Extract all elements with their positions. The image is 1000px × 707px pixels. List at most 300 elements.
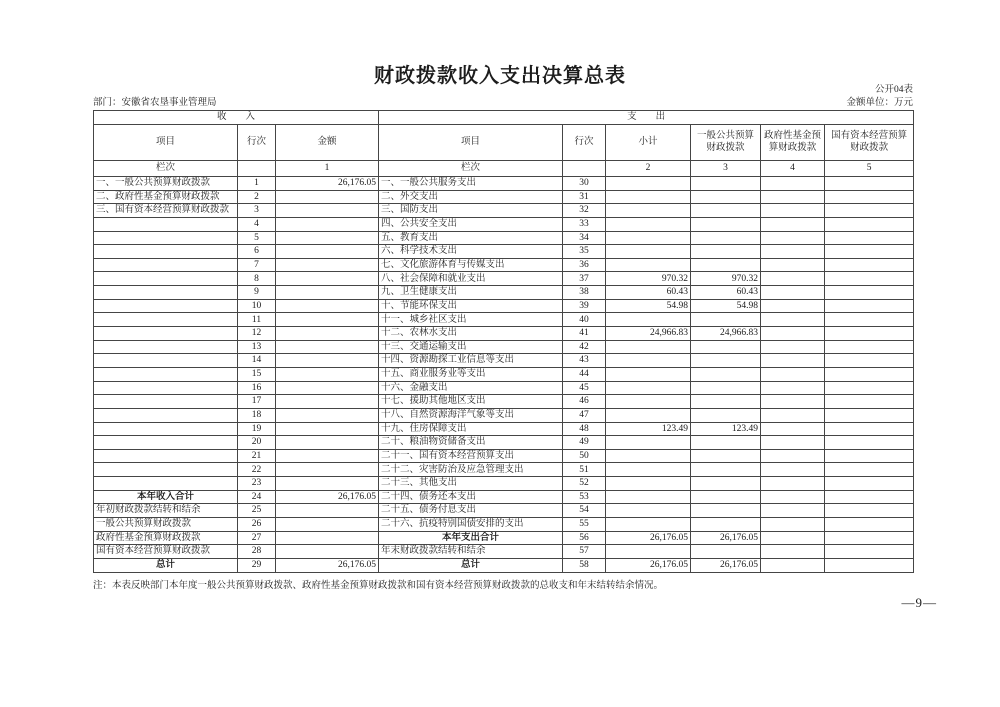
page-number: —9— [901, 595, 937, 610]
expense-state-capital [825, 299, 914, 313]
table-row [94, 340, 914, 354]
expense-general-budget [691, 381, 761, 395]
expense-item: 十三、交通运输支出 [379, 340, 563, 354]
expense-state-capital [825, 395, 914, 409]
expense-item: 十四、资源勘探工业信息等支出 [379, 354, 563, 368]
expense-gov-fund [761, 381, 825, 395]
expense-line: 57 [563, 545, 606, 559]
column-header-row [94, 125, 914, 161]
expense-subtotal: 26,176.05 [606, 531, 691, 545]
expense-item: 二十五、债务付息支出 [379, 504, 563, 518]
expense-general-budget: 54.98 [691, 299, 761, 313]
income-line: 3 [238, 204, 276, 218]
expense-state-capital [825, 231, 914, 245]
income-amount [276, 408, 379, 422]
table-row [94, 367, 914, 381]
expense-state-capital [825, 367, 914, 381]
expense-general-budget: 24,966.83 [691, 327, 761, 341]
income-item: 三、国有资本经营预算财政拨款 [94, 204, 238, 218]
column-header-1: 项目 [94, 125, 238, 161]
column-header-7: 一般公共预算财政拨款 [691, 125, 761, 161]
expense-line: 34 [563, 231, 606, 245]
income-item [94, 436, 238, 450]
expense-item: 六、科学技术支出 [379, 245, 563, 259]
expense-gov-fund [761, 449, 825, 463]
expense-gov-fund [761, 504, 825, 518]
expense-general-budget: 123.49 [691, 422, 761, 436]
expense-subtotal [606, 340, 691, 354]
income-item [94, 367, 238, 381]
expense-state-capital [825, 463, 914, 477]
expense-item: 十九、住房保障支出 [379, 422, 563, 436]
table-row [94, 408, 914, 422]
expense-line: 47 [563, 408, 606, 422]
income-amount [276, 504, 379, 518]
income-item: 二、政府性基金预算财政拨款 [94, 190, 238, 204]
table-row [94, 463, 914, 477]
expense-item: 二、外交支出 [379, 190, 563, 204]
expense-state-capital [825, 558, 914, 572]
expense-subtotal [606, 518, 691, 532]
income-item: 一般公共预算财政拨款 [94, 518, 238, 532]
expense-line: 56 [563, 531, 606, 545]
expense-subtotal [606, 367, 691, 381]
expense-state-capital [825, 217, 914, 231]
income-line: 15 [238, 367, 276, 381]
expense-general-budget [691, 463, 761, 477]
expense-subtotal [606, 381, 691, 395]
expense-general-budget [691, 367, 761, 381]
income-line: 7 [238, 258, 276, 272]
expense-general-budget [691, 340, 761, 354]
column-index-2 [238, 161, 276, 177]
expense-state-capital [825, 408, 914, 422]
expense-state-capital [825, 545, 914, 559]
income-line: 16 [238, 381, 276, 395]
expense-subtotal: 54.98 [606, 299, 691, 313]
expense-line: 45 [563, 381, 606, 395]
expense-item: 九、卫生健康支出 [379, 286, 563, 300]
table-row [94, 217, 914, 231]
footnote: 注：本表反映部门本年度一般公共预算财政拨款、政府性基金预算财政拨款和国有资本经营预算财政拨款的总收支和年末结转结余情况。 [93, 581, 664, 591]
expense-gov-fund [761, 299, 825, 313]
expense-subtotal [606, 449, 691, 463]
expense-item: 总计 [379, 558, 563, 572]
income-line: 19 [238, 422, 276, 436]
income-line: 17 [238, 395, 276, 409]
expense-subtotal: 123.49 [606, 422, 691, 436]
income-amount [276, 422, 379, 436]
unit-label: 金额单位：万元 [846, 98, 913, 108]
income-amount [276, 272, 379, 286]
summary-table [93, 110, 914, 573]
expense-general-budget [691, 477, 761, 491]
expense-gov-fund [761, 327, 825, 341]
column-header-8: 政府性基金预算财政拨款 [761, 125, 825, 161]
expense-subtotal [606, 545, 691, 559]
expense-item: 一、一般公共服务支出 [379, 177, 563, 191]
table-row [94, 245, 914, 259]
expense-subtotal [606, 190, 691, 204]
income-item [94, 340, 238, 354]
expense-subtotal [606, 258, 691, 272]
expense-gov-fund [761, 272, 825, 286]
expense-subtotal [606, 436, 691, 450]
expense-state-capital [825, 190, 914, 204]
expense-item: 二十三、其他支出 [379, 477, 563, 491]
column-index-4: 栏次 [379, 161, 563, 177]
income-amount [276, 299, 379, 313]
income-item [94, 449, 238, 463]
expense-state-capital [825, 177, 914, 191]
expense-gov-fund [761, 217, 825, 231]
expense-item: 十、节能环保支出 [379, 299, 563, 313]
income-item [94, 477, 238, 491]
income-amount [276, 340, 379, 354]
expense-subtotal [606, 463, 691, 477]
expense-line: 44 [563, 367, 606, 381]
expense-general-budget [691, 436, 761, 450]
expense-line: 43 [563, 354, 606, 368]
expense-item: 二十四、债务还本支出 [379, 490, 563, 504]
expense-line: 40 [563, 313, 606, 327]
expense-state-capital [825, 531, 914, 545]
income-amount: 26,176.05 [276, 558, 379, 572]
expense-item: 十二、农林水支出 [379, 327, 563, 341]
expense-general-budget [691, 449, 761, 463]
expense-line: 37 [563, 272, 606, 286]
income-amount [276, 531, 379, 545]
table-row [94, 313, 914, 327]
column-header-2: 行次 [238, 125, 276, 161]
income-section-label: 收 入 [94, 111, 379, 125]
column-header-9: 国有资本经营预算财政拨款 [825, 125, 914, 161]
expense-line: 42 [563, 340, 606, 354]
table-row [94, 258, 914, 272]
income-item [94, 245, 238, 259]
table-row [94, 299, 914, 313]
income-line: 28 [238, 545, 276, 559]
expense-general-budget [691, 204, 761, 218]
table-row [94, 558, 914, 572]
expense-general-budget [691, 545, 761, 559]
expense-item: 七、文化旅游体育与传媒支出 [379, 258, 563, 272]
expense-state-capital [825, 258, 914, 272]
expense-gov-fund [761, 354, 825, 368]
table-row [94, 190, 914, 204]
income-item [94, 217, 238, 231]
expense-general-budget: 26,176.05 [691, 558, 761, 572]
income-amount [276, 395, 379, 409]
column-index-6: 2 [606, 161, 691, 177]
column-index-1: 栏次 [94, 161, 238, 177]
expense-state-capital [825, 504, 914, 518]
income-item [94, 272, 238, 286]
expense-line: 35 [563, 245, 606, 259]
income-item: 国有资本经营预算财政拨款 [94, 545, 238, 559]
income-line: 4 [238, 217, 276, 231]
expense-gov-fund [761, 367, 825, 381]
expense-line: 33 [563, 217, 606, 231]
income-line: 11 [238, 313, 276, 327]
income-amount [276, 204, 379, 218]
expense-line: 30 [563, 177, 606, 191]
income-amount: 26,176.05 [276, 177, 379, 191]
expense-general-budget [691, 217, 761, 231]
income-line: 5 [238, 231, 276, 245]
expense-gov-fund [761, 408, 825, 422]
income-amount [276, 463, 379, 477]
expense-subtotal [606, 408, 691, 422]
table-row [94, 395, 914, 409]
income-line: 27 [238, 531, 276, 545]
expense-line: 50 [563, 449, 606, 463]
income-line: 29 [238, 558, 276, 572]
income-line: 21 [238, 449, 276, 463]
expense-general-budget [691, 190, 761, 204]
income-amount [276, 245, 379, 259]
expense-item: 二十六、抗疫特别国债安排的支出 [379, 518, 563, 532]
expense-gov-fund [761, 286, 825, 300]
income-item [94, 408, 238, 422]
expense-state-capital [825, 381, 914, 395]
expense-state-capital [825, 313, 914, 327]
income-item [94, 381, 238, 395]
column-header-6: 小计 [606, 125, 691, 161]
income-amount [276, 190, 379, 204]
expense-general-budget [691, 245, 761, 259]
expense-subtotal: 26,176.05 [606, 558, 691, 572]
income-item: 一、一般公共预算财政拨款 [94, 177, 238, 191]
column-header-3: 金额 [276, 125, 379, 161]
income-amount [276, 449, 379, 463]
expense-gov-fund [761, 231, 825, 245]
income-line: 12 [238, 327, 276, 341]
expense-line: 48 [563, 422, 606, 436]
expense-state-capital [825, 245, 914, 259]
expense-state-capital [825, 477, 914, 491]
expense-gov-fund [761, 436, 825, 450]
income-item: 年初财政拨款结转和结余 [94, 504, 238, 518]
income-item [94, 463, 238, 477]
income-amount [276, 381, 379, 395]
income-line: 14 [238, 354, 276, 368]
income-line: 9 [238, 286, 276, 300]
income-amount [276, 231, 379, 245]
expense-state-capital [825, 354, 914, 368]
expense-line: 49 [563, 436, 606, 450]
table-row [94, 449, 914, 463]
expense-gov-fund [761, 558, 825, 572]
income-item [94, 354, 238, 368]
table-row [94, 477, 914, 491]
table-row [94, 504, 914, 518]
expense-gov-fund [761, 531, 825, 545]
expense-state-capital [825, 436, 914, 450]
expense-item: 年末财政拨款结转和结余 [379, 545, 563, 559]
table-row [94, 286, 914, 300]
column-index-5 [563, 161, 606, 177]
income-item [94, 231, 238, 245]
income-amount [276, 258, 379, 272]
expense-general-budget [691, 313, 761, 327]
income-amount [276, 518, 379, 532]
expense-general-budget [691, 504, 761, 518]
expense-general-budget [691, 177, 761, 191]
income-item [94, 422, 238, 436]
expense-gov-fund [761, 245, 825, 259]
expense-item: 二十、粮油物资储备支出 [379, 436, 563, 450]
expense-subtotal: 60.43 [606, 286, 691, 300]
expense-subtotal: 970.32 [606, 272, 691, 286]
expense-subtotal [606, 504, 691, 518]
column-index-9: 5 [825, 161, 914, 177]
expense-line: 55 [563, 518, 606, 532]
income-item [94, 313, 238, 327]
expense-subtotal [606, 204, 691, 218]
income-line: 6 [238, 245, 276, 259]
expense-item: 四、公共安全支出 [379, 217, 563, 231]
table-row [94, 327, 914, 341]
expense-state-capital [825, 490, 914, 504]
income-item: 本年收入合计 [94, 490, 238, 504]
expense-state-capital [825, 204, 914, 218]
income-amount [276, 217, 379, 231]
expense-line: 39 [563, 299, 606, 313]
expense-subtotal [606, 477, 691, 491]
income-line: 18 [238, 408, 276, 422]
income-line: 2 [238, 190, 276, 204]
expense-item: 十七、援助其他地区支出 [379, 395, 563, 409]
expense-gov-fund [761, 258, 825, 272]
table-row [94, 545, 914, 559]
table-code-label: 公开04表 [874, 85, 913, 95]
department-label: 部门：安徽省农垦事业管理局 [93, 98, 217, 108]
expense-line: 46 [563, 395, 606, 409]
expense-gov-fund [761, 177, 825, 191]
table-row [94, 381, 914, 395]
income-item [94, 299, 238, 313]
income-item [94, 327, 238, 341]
income-item [94, 258, 238, 272]
expense-subtotal [606, 395, 691, 409]
income-item [94, 395, 238, 409]
expense-line: 53 [563, 490, 606, 504]
expense-line: 52 [563, 477, 606, 491]
income-line: 10 [238, 299, 276, 313]
income-line: 13 [238, 340, 276, 354]
expense-gov-fund [761, 340, 825, 354]
income-amount [276, 354, 379, 368]
expense-state-capital [825, 518, 914, 532]
table-row [94, 354, 914, 368]
expense-gov-fund [761, 463, 825, 477]
expense-state-capital [825, 422, 914, 436]
expense-gov-fund [761, 313, 825, 327]
expense-gov-fund [761, 395, 825, 409]
expense-line: 38 [563, 286, 606, 300]
expense-state-capital [825, 286, 914, 300]
income-amount [276, 436, 379, 450]
expense-subtotal [606, 313, 691, 327]
expense-general-budget: 60.43 [691, 286, 761, 300]
expense-subtotal [606, 354, 691, 368]
expense-line: 51 [563, 463, 606, 477]
expense-line: 36 [563, 258, 606, 272]
expense-subtotal [606, 490, 691, 504]
table-row [94, 518, 914, 532]
expense-gov-fund [761, 477, 825, 491]
expense-line: 31 [563, 190, 606, 204]
table-row [94, 204, 914, 218]
income-line: 8 [238, 272, 276, 286]
expense-item: 二十二、灾害防治及应急管理支出 [379, 463, 563, 477]
expense-subtotal [606, 231, 691, 245]
expense-general-budget [691, 354, 761, 368]
income-line: 22 [238, 463, 276, 477]
column-index-3: 1 [276, 161, 379, 177]
expense-subtotal: 24,966.83 [606, 327, 691, 341]
expense-gov-fund [761, 518, 825, 532]
table-row [94, 531, 914, 545]
expense-general-budget [691, 518, 761, 532]
expense-line: 32 [563, 204, 606, 218]
income-line: 24 [238, 490, 276, 504]
expense-general-budget: 26,176.05 [691, 531, 761, 545]
income-line: 1 [238, 177, 276, 191]
expense-item: 十六、金融支出 [379, 381, 563, 395]
table-row [94, 422, 914, 436]
expense-line: 58 [563, 558, 606, 572]
expense-line: 54 [563, 504, 606, 518]
income-line: 23 [238, 477, 276, 491]
expense-state-capital [825, 340, 914, 354]
expense-subtotal [606, 245, 691, 259]
column-index-7: 3 [691, 161, 761, 177]
expense-gov-fund [761, 490, 825, 504]
expense-item: 十一、城乡社区支出 [379, 313, 563, 327]
expense-item: 十八、自然资源海洋气象等支出 [379, 408, 563, 422]
expense-item: 十五、商业服务业等支出 [379, 367, 563, 381]
income-line: 26 [238, 518, 276, 532]
income-amount [276, 367, 379, 381]
income-amount: 26,176.05 [276, 490, 379, 504]
expense-gov-fund [761, 204, 825, 218]
expense-subtotal [606, 217, 691, 231]
expense-item: 二十一、国有资本经营预算支出 [379, 449, 563, 463]
expense-state-capital [825, 449, 914, 463]
expense-state-capital [825, 327, 914, 341]
income-line: 25 [238, 504, 276, 518]
expense-general-budget [691, 490, 761, 504]
income-amount [276, 286, 379, 300]
expense-general-budget [691, 258, 761, 272]
expense-line: 41 [563, 327, 606, 341]
table-row [94, 177, 914, 191]
expense-general-budget: 970.32 [691, 272, 761, 286]
table-row [94, 436, 914, 450]
income-amount [276, 313, 379, 327]
expense-subtotal [606, 177, 691, 191]
expense-item: 五、教育支出 [379, 231, 563, 245]
income-item: 总计 [94, 558, 238, 572]
expense-item: 三、国防支出 [379, 204, 563, 218]
income-line: 20 [238, 436, 276, 450]
expense-general-budget [691, 231, 761, 245]
expense-section-label: 支 出 [379, 111, 914, 125]
income-item [94, 286, 238, 300]
expense-gov-fund [761, 545, 825, 559]
